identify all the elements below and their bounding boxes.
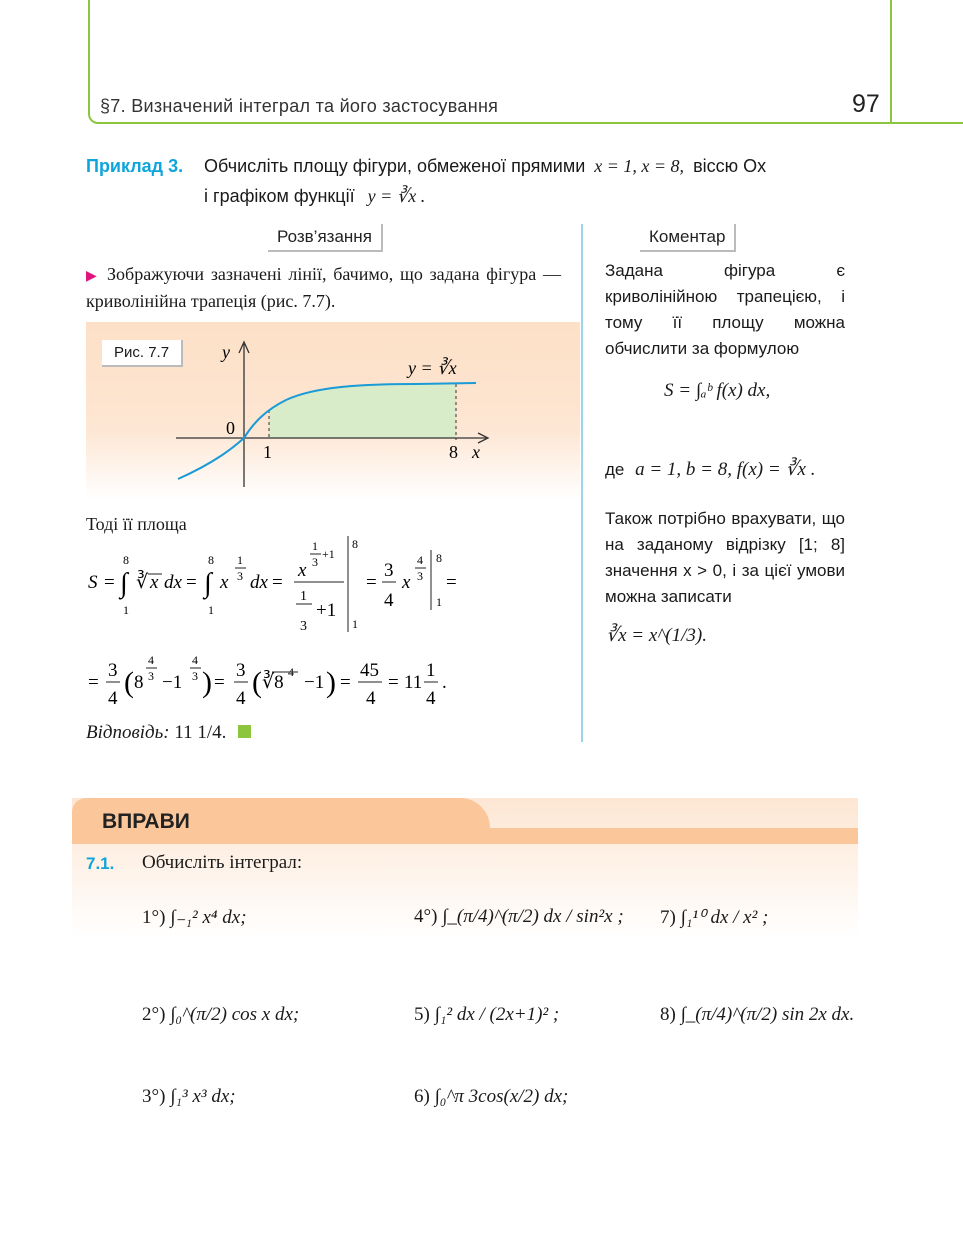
svg-text:1: 1 (300, 589, 307, 604)
svg-text:3: 3 (237, 569, 243, 583)
svg-text:−1: −1 (304, 672, 325, 693)
comment-paragraph-1: Задана фігура є криволінійною трапецією, і тому її площу можна обчислити за формулою (605, 261, 845, 358)
svg-text:4: 4 (366, 688, 376, 708)
svg-text:=: = (366, 572, 377, 593)
comment-formula-2: ∛x = x^(1/3). (606, 625, 707, 646)
area-formula-line1 (86, 536, 566, 646)
function-graph (86, 322, 580, 500)
origin-label: 0 (226, 418, 235, 438)
svg-text:4: 4 (426, 688, 436, 708)
header-rule (888, 122, 963, 124)
svg-text:=: = (388, 672, 399, 693)
svg-text:x: x (150, 572, 159, 593)
svg-text:1: 1 (237, 553, 243, 567)
svg-text:x: x (298, 560, 307, 581)
comment-tab: Коментар (640, 224, 736, 252)
svg-text:4: 4 (384, 590, 394, 611)
svg-text:x: x (402, 572, 411, 593)
example-text-line2: і графіком функції y = ∛x . (204, 186, 426, 206)
svg-text:1: 1 (208, 603, 214, 617)
exercise-instruction: Обчисліть інтеграл: (142, 852, 303, 873)
svg-text:8: 8 (352, 537, 358, 551)
svg-text:x: x (220, 572, 229, 593)
svg-text:=: = (446, 572, 457, 593)
exercise-item-1: 1°) ∫₋₁² x⁴ dx; (142, 907, 247, 928)
svg-text:8: 8 (134, 672, 144, 693)
svg-text:4: 4 (236, 688, 246, 708)
svg-text:3: 3 (384, 560, 394, 581)
svg-text:+1: +1 (322, 547, 335, 561)
comment-formula: S = ∫ₐᵇ f(x) dx, (664, 380, 771, 401)
exercise-item-6: 6) ∫₀^π 3cos(x/2) dx; (414, 1086, 569, 1107)
svg-text:(: ( (124, 666, 134, 699)
figure-7-7 (86, 322, 580, 500)
exercise-item-7: 7) ∫₁¹⁰ dx / x² ; (660, 907, 769, 928)
svg-text:dx: dx (164, 572, 182, 593)
svg-text:dx: dx (250, 572, 268, 593)
curve-label: y = ∛x (408, 358, 457, 378)
tick-label-8: 8 (449, 442, 458, 462)
svg-text:(: ( (252, 666, 262, 699)
svg-text:4: 4 (148, 653, 154, 667)
svg-text:=: = (340, 672, 351, 693)
tick-label-1: 1 (263, 442, 272, 462)
solution-tab: Розв’язання (268, 224, 383, 252)
exercise-item-5: 5) ∫₁² dx / (2x+1)² ; (414, 1004, 560, 1025)
svg-text:S: S (88, 572, 98, 593)
svg-text:=: = (272, 572, 283, 593)
svg-text:1: 1 (123, 603, 129, 617)
column-divider (581, 224, 583, 742)
area-region (269, 384, 456, 438)
svg-text:−1: −1 (162, 672, 183, 693)
y-axis-label: y (222, 342, 230, 362)
svg-text:=: = (214, 672, 225, 693)
svg-text:8: 8 (123, 553, 129, 567)
svg-text:3: 3 (148, 669, 154, 683)
svg-text:3: 3 (417, 569, 423, 583)
svg-text:.: . (442, 672, 447, 693)
svg-text:11: 11 (404, 672, 423, 693)
svg-text:): ) (326, 666, 336, 699)
svg-text:3: 3 (236, 660, 246, 681)
svg-text:3: 3 (108, 660, 118, 681)
svg-text:∛: ∛ (136, 572, 149, 593)
svg-text:1: 1 (436, 595, 442, 609)
svg-text:=: = (88, 672, 99, 693)
exercise-item-4: 4°) ∫_(π/4)^(π/2) dx / sin²x ; (414, 906, 624, 927)
x-axis-label: x (472, 442, 480, 462)
svg-text:1: 1 (352, 617, 358, 631)
svg-text:4: 4 (108, 688, 118, 708)
area-formula-line2 (86, 646, 486, 708)
comment-where: де a = 1, b = 8, f(x) = ∛x . (605, 459, 816, 480)
comment-paragraph-2: Також потрібно врахувати, що на заданому відрізку [1; 8] значення x > 0, і за цієї умови можна записати (605, 509, 845, 606)
svg-text:=: = (104, 572, 115, 593)
exercise-number: 7.1. (86, 854, 115, 873)
svg-text:4: 4 (192, 653, 198, 667)
svg-text:): ) (202, 666, 212, 699)
exercise-item-2: 2°) ∫₀^(π/2) cos x dx; (142, 1004, 300, 1025)
answer: Відповідь: 11 1/4. (86, 722, 251, 744)
end-mark-icon (238, 725, 251, 738)
svg-text:4: 4 (288, 665, 294, 679)
page-number: 97 (852, 90, 880, 118)
svg-text:4: 4 (417, 553, 423, 567)
svg-text:+1: +1 (316, 600, 337, 621)
play-arrow-icon: ▶ (86, 269, 100, 284)
example-label: Приклад 3. (86, 156, 184, 176)
svg-text:1: 1 (426, 660, 436, 681)
section-title: §7. Визначений інтеграл та його застосування (100, 96, 499, 116)
exercises-bar (452, 828, 858, 844)
svg-text:∛8: ∛8 (262, 672, 284, 693)
svg-text:8: 8 (208, 553, 214, 567)
svg-text:3: 3 (312, 555, 318, 569)
svg-text:∫: ∫ (204, 568, 212, 599)
svg-text:3: 3 (300, 619, 307, 634)
solution-paragraph: ▶ Зображуючи зазначені лінії, бачимо, що задана фігура — криволінійна трапеція (рис. 7.7). (86, 264, 561, 311)
exercise-item-8: 8) ∫_(π/4)^(π/2) sin 2x dx. (660, 1004, 855, 1025)
exercise-item-3: 3°) ∫₁³ x³ dx; (142, 1086, 236, 1107)
svg-text:45: 45 (360, 660, 379, 681)
svg-text:1: 1 (312, 539, 318, 553)
svg-text:=: = (186, 572, 197, 593)
area-intro: Тоді її площа (86, 514, 187, 534)
svg-text:3: 3 (192, 669, 198, 683)
svg-text:∫: ∫ (120, 568, 128, 599)
figure-label: Рис. 7.7 (102, 340, 183, 367)
exercises-title: ВПРАВИ (102, 810, 190, 833)
example-text-line1: Обчисліть площу фігури, обмеженої прямими x = 1, x = 8, віссю Ox (204, 156, 767, 176)
svg-text:8: 8 (436, 551, 442, 565)
